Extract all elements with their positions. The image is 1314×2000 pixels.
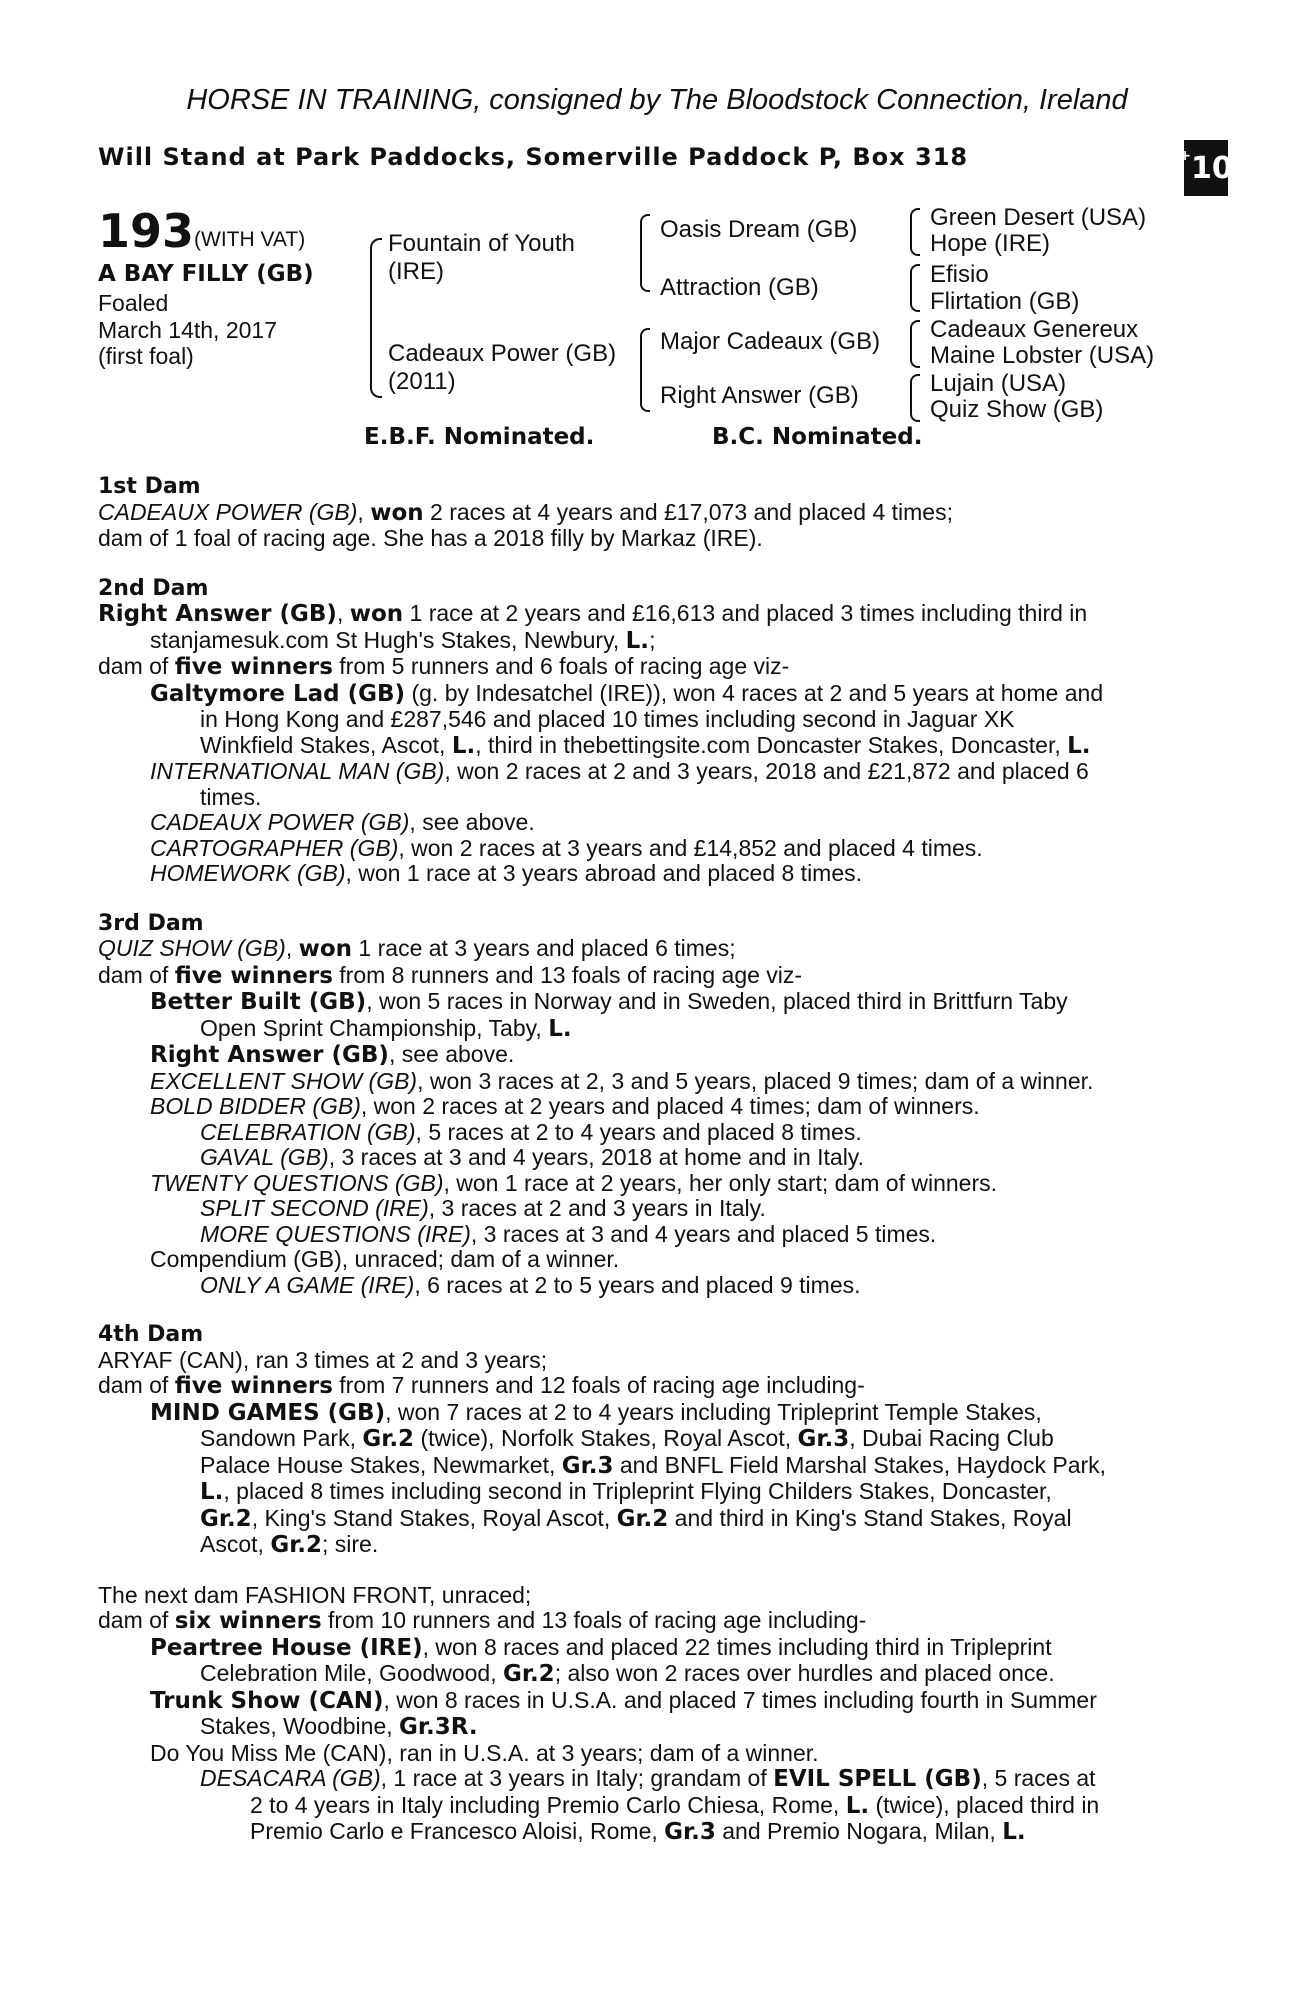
record-line [98,1453,1206,1480]
text-run: five winners [174,962,333,989]
text-run: EVIL SPELL (GB) [773,1766,982,1792]
text-run: CELEBRATION (GB) [200,1118,416,1145]
sire-sire: Oasis Dream (GB) [660,216,858,243]
pedigree-brace [370,238,382,398]
text-run: CADEAUX POWER (GB) [98,498,358,525]
text-run: from 5 runners and 6 foals of racing age viz- [332,653,790,679]
record-line [98,963,1206,990]
text-run: from 7 runners and 12 foals of racing age including- [332,1372,865,1398]
badge-plus: + [1179,148,1191,164]
record-line [98,1042,1206,1069]
text-run: , 3 races at 3 and 4 years, 2018 at home and in Italy. [328,1144,864,1170]
dam-section [98,576,1206,887]
foaled-label: Foaled [98,290,169,316]
text-run: , see above. [409,809,535,835]
record-line [98,1171,1206,1197]
text-run: DESACARA (GB) [200,1765,381,1791]
record-line [98,1583,1206,1609]
text-run: L. [200,1479,224,1505]
text-run: Premio Carlo e Francesco Aloisi, Rome, [250,1818,665,1844]
text-run: and BNFL Field Marshal Stakes, Haydock Park, [613,1451,1107,1478]
text-run: ; [649,626,656,653]
gen3-horse: Cadeaux Genereux [930,316,1139,343]
pedigree-brace [910,208,920,256]
text-run: L. [548,1015,572,1042]
dam-section [98,474,1206,552]
text-run: (twice), Norfolk Stakes, Royal Ascot, [414,1425,798,1451]
record-line [98,785,1206,811]
record-line [98,1348,1206,1374]
text-run: five winners [174,1373,333,1399]
record-line [98,1247,1206,1273]
gen3-horse: Hope (IRE) [930,230,1051,257]
text-run: , King's Stand Stakes, Royal Ascot, [251,1504,617,1531]
produce-record [98,474,1206,1846]
text-run: won [349,601,404,627]
vat-note: (WITH VAT) [194,228,306,251]
text-run: , 3 races at 3 and 4 years and placed 5 times. [470,1220,937,1247]
record-line [98,1094,1206,1120]
text-run: , see above. [388,1041,515,1067]
dam: Cadeaux Power (GB) [388,340,617,367]
foal-note: (first foal) [98,343,194,369]
text-run: Gr.3R. [399,1714,478,1740]
dam-section [98,1583,1206,1846]
text-run: ARYAF (CAN), ran 3 times at 2 and 3 years; [98,1346,548,1373]
text-run: SPLIT SECOND (IRE) [200,1195,429,1221]
text-run: , won 7 races at 2 to 4 years including Tripleprint Temple Stakes, [385,1398,1042,1425]
text-run: Gr.2 [362,1426,415,1452]
dam-sire: Major Cadeaux (GB) [660,328,881,355]
text-run: Gr.2 [200,1505,252,1532]
pedigree-brace [910,264,920,312]
text-run: , placed 8 times including second in Tripleprint Flying Childers Stakes, Doncaster, [223,1478,1052,1504]
ebf-nominated: E.B.F. Nominated. [364,424,595,450]
text-run: Celebration Mile, Goodwood, [200,1660,503,1686]
text-run: , won 1 race at 3 years abroad and placed 8 times. [345,860,863,886]
text-run: INTERNATIONAL MAN (GB) [150,758,445,784]
text-run: Stakes, Woodbine, [200,1713,400,1739]
record-line [98,1373,1206,1400]
pedigree-brace [910,374,920,422]
record-line [98,1741,1206,1767]
record-line [98,836,1206,862]
text-run: BOLD BIDDER (GB) [150,1093,361,1119]
record-line [98,1688,1206,1715]
text-run: , Dubai Racing Club [849,1425,1054,1451]
record-line [98,654,1206,681]
record-line [98,500,1206,527]
record-line [98,1016,1206,1043]
record-line [98,707,1206,733]
dam-section [98,911,1206,1299]
text-run: , [336,600,350,626]
text-run: , won 2 races at 3 years and £14,852 and placed 4 times. [398,834,983,861]
lot-badge [1179,140,1233,196]
text-run: and third in King's Stand Stakes, Royal [668,1504,1072,1531]
text-run: six winners [174,1608,322,1634]
text-run: TWENTY QUESTIONS (GB) [150,1169,444,1196]
text-run: CADEAUX POWER (GB) [150,809,410,835]
text-run: 1 race at 2 years and £16,613 and placed 3 times including third in [403,600,1088,626]
text-run: MIND GAMES (GB) [150,1399,386,1426]
pedigree-brace [640,328,650,412]
text-run: Winkfield Stakes, Ascot, [200,731,452,758]
text-run: , 6 races at 2 to 5 years and placed 9 times. [414,1271,861,1298]
text-run: , 3 races at 2 and 3 years in Italy. [428,1195,766,1221]
text-run: Gr.3 [664,1819,716,1845]
text-run: Peartree House (IRE) [150,1634,423,1661]
text-run: , won 2 races at 2 years and placed 4 times; dam of winners. [360,1093,980,1119]
text-run: won [370,499,424,526]
text-run: Gr.2 [616,1505,669,1532]
record-line [98,1714,1206,1741]
badge-text: 10 [1191,150,1233,186]
sire: Fountain of Youth [388,230,575,257]
record-line [98,733,1206,760]
bc-nominated: B.C. Nominated. [712,424,923,450]
text-run: CARTOGRAPHER (GB) [150,834,399,861]
text-run: , won 8 races and placed 22 times including third in Tripleprint [422,1633,1052,1660]
text-run: 1 race at 3 years and placed 6 times; [352,935,736,961]
record-line [98,1400,1206,1427]
text-run: and Premio Nogara, Milan, [715,1818,1003,1844]
record-line [98,1506,1206,1533]
text-run: HOMEWORK (GB) [150,860,346,886]
text-run: Compendium (GB), unraced; dam of a winner. [150,1246,620,1272]
text-run: , won 8 races in U.S.A. and placed 7 times including fourth in Summer [383,1686,1097,1713]
record-line [98,1222,1206,1248]
text-run: , 1 race at 3 years in Italy; grandam of [380,1765,774,1791]
text-run: , third in thebettingsite.com Doncaster Stakes, Doncaster, [475,731,1068,758]
text-run: Galtymore Lad (GB) [150,680,406,707]
record-line [98,759,1206,785]
text-run: L. [845,1792,870,1819]
record-line [98,681,1206,708]
text-run: , 5 races at [981,1765,1096,1791]
text-run: dam of 1 foal of racing age. She has a 2018 filly by Markaz (IRE). [98,525,763,551]
record-line [98,1793,1206,1820]
text-run: GAVAL (GB) [200,1144,329,1170]
text-run: Better Built (GB) [150,989,367,1015]
record-line [98,1661,1206,1688]
text-run: L. [625,627,650,654]
text-run: won [298,936,353,962]
record-line [98,1532,1206,1559]
horse-name: A BAY FILLY (GB) [98,261,314,287]
gen3-horse: Quiz Show (GB) [930,396,1104,423]
text-run: from 10 runners and 13 foals of racing age including- [321,1607,867,1633]
text-run: in Hong Kong and £287,546 and placed 10 times including second in Jaguar XK [200,706,1015,732]
gen3-horse: Flirtation (GB) [930,288,1080,315]
text-run: Sandown Park, [200,1425,363,1451]
text-run: , [357,498,371,525]
text-run: , won 5 races in Norway and in Sweden, placed third in Brittfurn Taby [366,988,1068,1014]
section-title: 2nd Dam [98,575,209,601]
text-run: 2 races at 4 years and £17,073 and placed 4 times; [423,498,953,525]
text-run: Gr.3 [561,1452,614,1479]
record-line [98,1766,1206,1793]
text-run: Right Answer (GB) [150,1042,389,1068]
text-run: Gr.2 [503,1661,555,1687]
text-run: QUIZ SHOW (GB) [98,935,286,961]
record-line [98,936,1206,963]
record-line [98,1635,1206,1662]
pedigree-brace [910,320,920,368]
text-run: dam of [98,1372,175,1398]
record-line [98,989,1206,1016]
text-run: EXCELLENT SHOW (GB) [150,1067,418,1094]
text-run: L. [451,732,476,759]
text-run: Palace House Stakes, Newmarket, [200,1451,562,1478]
text-run: , won 3 races at 2, 3 and 5 years, placed 9 times; dam of a winner. [417,1067,1094,1094]
gen3-horse: Maine Lobster (USA) [930,342,1155,369]
dam-section [98,1322,1206,1559]
dam-year: (2011) [388,368,456,395]
text-run: ; also won 2 races over hurdles and placed once. [554,1660,1055,1686]
record-line [98,1819,1206,1846]
section-title: 4th Dam [98,1322,204,1347]
record-line [98,1196,1206,1222]
text-run: , won 1 race at 2 years, her only start; dam of winners. [443,1169,998,1196]
record-line [98,861,1206,887]
record-line [98,1069,1206,1095]
text-run: ; sire. [322,1531,379,1557]
gen3-horse: Lujain (USA) [930,370,1067,397]
text-run: Trunk Show (CAN) [150,1687,384,1714]
section-title: 3rd Dam [98,910,204,936]
text-run: (twice), placed third in [869,1791,1100,1818]
text-run: L. [1002,1819,1026,1845]
catalogue-heading: HORSE IN TRAINING, consigned by The Bloodstock Connection, Ireland [186,84,1128,116]
text-run: Gr.2 [270,1532,322,1558]
record-line [98,1426,1206,1453]
foaled-date: March 14th, 2017 [98,317,278,343]
text-run: dam of [98,961,175,988]
text-run: , won 2 races at 2 and 3 years, 2018 and £21,872 and placed 6 [444,758,1089,784]
record-line [98,1479,1206,1506]
record-line [98,526,1206,552]
dam-dam: Right Answer (GB) [660,382,859,409]
record-line [98,1608,1206,1635]
section-title: 1st Dam [98,474,201,499]
sire-dam: Attraction (GB) [660,274,819,301]
gen3-horse: Efisio [930,261,989,288]
text-run: Gr.3 [797,1426,850,1452]
text-run: Open Sprint Championship, Taby, [200,1014,549,1041]
text-run: (g. by Indesatchel (IRE)), won 4 races at 2 and 5 years at home and [405,679,1104,706]
text-run: 2 to 4 years in Italy including Premio Carlo Chiesa, Rome, [250,1791,846,1818]
record-line [98,628,1206,655]
text-run: stanjamesuk.com St Hugh's Stakes, Newbury, [150,626,626,653]
text-run: times. [200,783,262,810]
text-run: from 8 runners and 13 foals of racing age viz- [332,961,803,988]
text-run: MORE QUESTIONS (IRE) [200,1220,471,1247]
text-run: Right Answer (GB) [98,601,337,627]
record-line [98,601,1206,628]
text-run: five winners [174,654,333,680]
gen3-horse: Green Desert (USA) [930,204,1147,231]
text-run: dam of [98,1607,175,1633]
text-run: dam of [98,653,175,679]
sire-origin: (IRE) [388,258,444,285]
text-run: Ascot, [200,1531,271,1557]
record-line [98,810,1206,836]
lot-number: 193 [98,204,195,258]
text-run: , 5 races at 2 to 4 years and placed 8 times. [415,1118,862,1145]
text-run: The next dam FASHION FRONT, unraced; [98,1581,532,1608]
record-line [98,1120,1206,1146]
stand-location: Will Stand at Park Paddocks, Somerville Paddock P, Box 318 [98,143,969,171]
record-line [98,1273,1206,1299]
text-run: , [285,935,299,961]
text-run: L. [1067,732,1091,759]
record-line [98,1145,1206,1171]
text-run: ONLY A GAME (IRE) [200,1271,415,1298]
text-run: Do You Miss Me (CAN), ran in U.S.A. at 3 years; dam of a winner. [150,1739,819,1766]
pedigree-brace [640,214,650,292]
